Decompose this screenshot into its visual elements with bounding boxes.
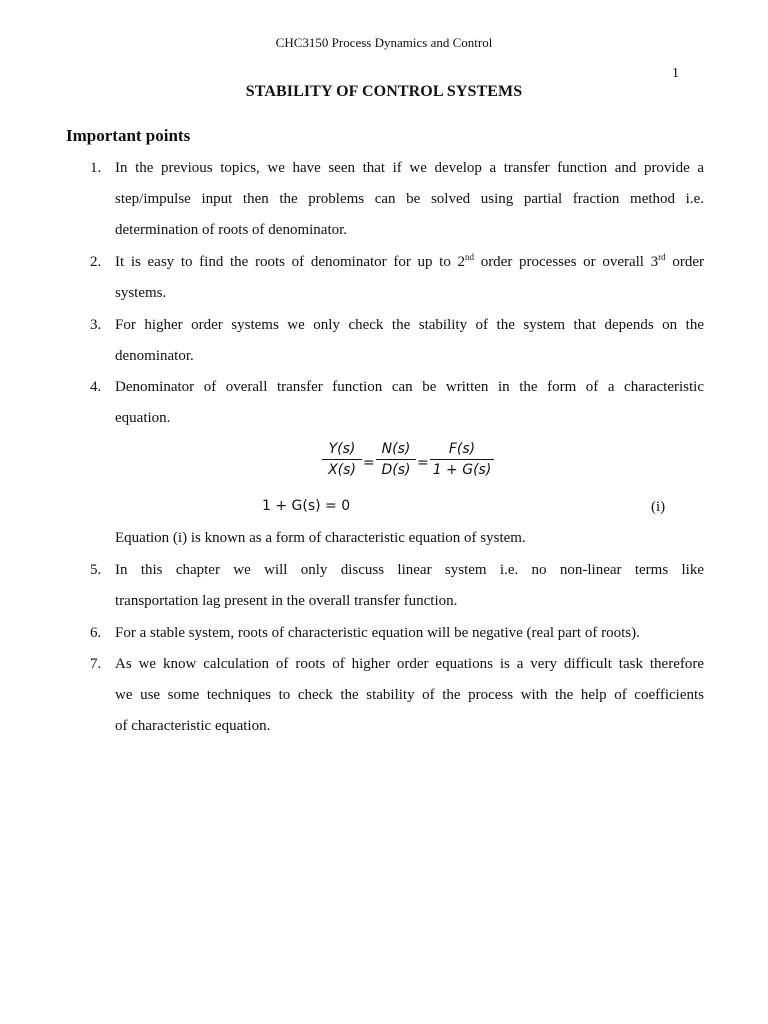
denominator: D(s)	[381, 462, 411, 478]
fraction-bar	[430, 459, 494, 460]
list-line: For higher order systems we only check the stability of the system that depends on the	[115, 317, 704, 333]
fraction-f-over-1-plus-g	[430, 441, 494, 478]
list-line: In the previous topics, we have seen that if we develop a transfer function and provide a	[115, 160, 704, 176]
equation-label: (i)	[651, 499, 666, 515]
list-text	[115, 153, 704, 246]
equals-sign: =	[417, 455, 429, 471]
list-line: we use some techniques to check the stability of the process with the help of coefficients	[115, 687, 704, 703]
list-line: step/impulse input then the problems can be solved using partial fraction method i.e.	[115, 191, 704, 207]
text-run: order processes or overall 3	[474, 254, 659, 270]
list-text	[115, 310, 704, 372]
list-line: of characteristic equation.	[115, 718, 271, 734]
denominator: X(s)	[328, 462, 356, 478]
list-number: 7.	[90, 656, 102, 672]
section-heading: Important points	[66, 126, 191, 145]
list-line: transportation lag present in the overall transfer function.	[115, 593, 458, 609]
numerator: N(s)	[381, 441, 411, 457]
list-line: For a stable system, roots of characteristic equation will be negative (real part of roots).	[115, 625, 640, 641]
page-number: 1	[672, 66, 679, 81]
list-line: denominator.	[115, 348, 194, 364]
list-text	[115, 247, 704, 309]
list-line: In this chapter we will only discuss linear system i.e. no non-linear terms like	[115, 562, 704, 578]
equation-note: Equation (i) is known as a form of characteristic equation of system.	[115, 530, 526, 546]
equals-sign: =	[363, 455, 375, 471]
list-number: 3.	[90, 317, 102, 333]
list-line: determination of roots of denominator.	[115, 222, 348, 238]
running-head: CHC3150 Process Dynamics and Control	[275, 35, 493, 50]
text-run: order	[665, 254, 704, 270]
numerator: F(s)	[448, 441, 476, 457]
list-number: 5.	[90, 562, 102, 578]
list-line: equation.	[115, 410, 171, 426]
list-number: 1.	[90, 160, 102, 176]
superscript: rd	[658, 252, 666, 262]
superscript: nd	[465, 252, 475, 262]
denominator: 1 + G(s)	[432, 462, 492, 478]
list-text	[115, 649, 704, 742]
list-line: As we know calculation of roots of higher order equations is a very difficult task therefore	[115, 656, 704, 672]
list-line: Denominator of overall transfer function can be written in the form of a characteristic	[115, 379, 704, 395]
fraction-y-over-x	[322, 441, 362, 478]
list-text	[115, 618, 704, 649]
list-number: 4.	[90, 379, 102, 395]
list-text	[115, 555, 704, 617]
fraction-bar	[322, 459, 362, 460]
text-run: It is easy to find the roots of denominator for up to 2	[115, 254, 466, 270]
list-line	[115, 247, 704, 278]
list-number: 2.	[90, 254, 102, 270]
page-title: STABILITY OF CONTROL SYSTEMS	[245, 83, 523, 100]
characteristic-equation: 1 + G(s) = 0	[262, 498, 351, 514]
list-text	[115, 372, 704, 434]
numerator: Y(s)	[328, 441, 356, 457]
fraction-n-over-d	[376, 441, 416, 478]
list-number: 6.	[90, 625, 102, 641]
fraction-bar	[376, 459, 416, 460]
list-line: systems.	[115, 285, 167, 301]
